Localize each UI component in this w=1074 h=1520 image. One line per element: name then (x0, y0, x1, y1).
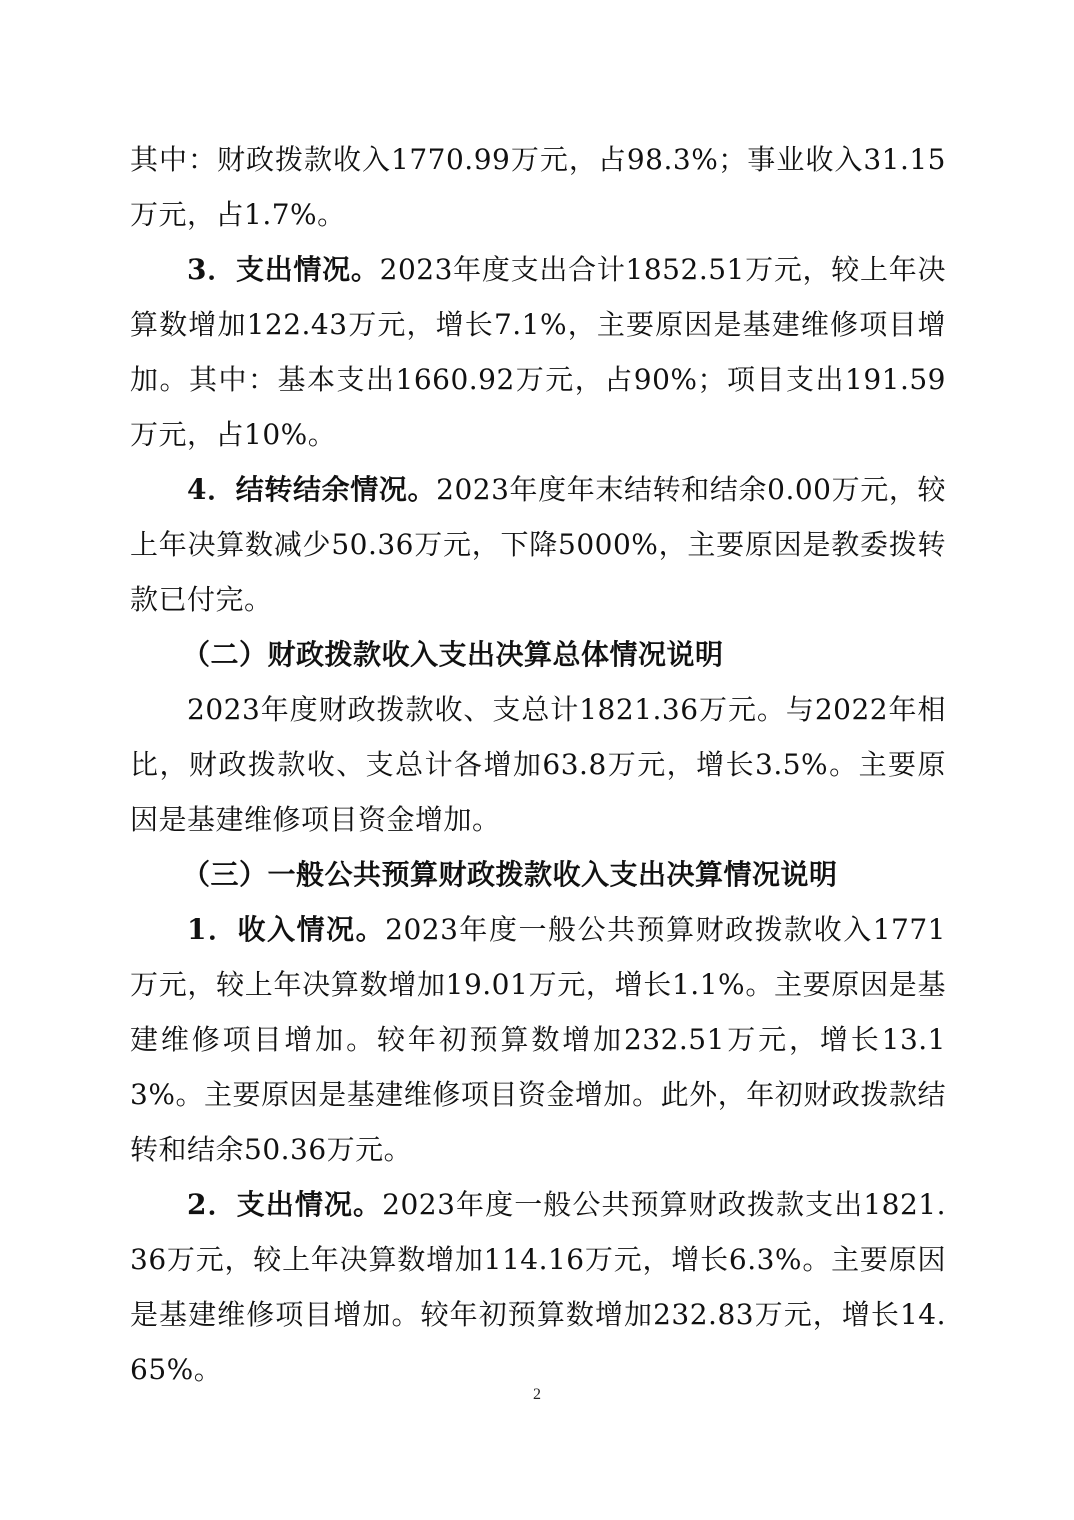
public-budget-income-text: 2023年度一般公共预算财政拨款收入1771万元，较上年决算数增加19.01万元，增长1.1%。主要原因是基建维修项目增加。较年初预算数增加232.51万元，增长13.13%。主要原因是基建维修项目资金增加。此外，年初财政拨款结转和结余50.36万元。 (130, 913, 946, 1166)
section-heading-3: （三）一般公共预算财政拨款收入支出决算情况说明 (182, 858, 838, 891)
fiscal-overall-paragraph: 2023年度财政拨款收、支总计1821.36万元。与2022年相比，财政拨款收、支总计各增加63.8万元，增长3.5%。主要原因是基建维修项目资金增加。 (130, 693, 946, 836)
section-heading-2: （二）财政拨款收入支出决算总体情况说明 (182, 638, 724, 671)
public-budget-income-lead: 1．收入情况。 (187, 913, 386, 946)
carryover-text: 2023年度年末结转和结余0.00万元，较上年决算数减少50.36万元，下降5000%，主要原因是教委拨转款已付完。 (130, 473, 946, 616)
public-budget-expenditure-paragraph (130, 1177, 946, 1397)
page-number: 2 (533, 1386, 541, 1403)
public-budget-income-paragraph (130, 902, 946, 1177)
expenditure-text: 2023年度支出合计1852.51万元，较上年决算数增加122.43万元，增长7.1%，主要原因是基建维修项目增加。其中：基本支出1660.92万元，占90%；项目支出191.59万元，占10%。 (130, 253, 946, 451)
carryover-paragraph (130, 462, 946, 627)
public-budget-expenditure-text: 2023年度一般公共预算财政拨款支出1821.36万元，较上年决算数增加114.16万元，增长6.3%。主要原因是基建维修项目增加。较年初预算数增加232.83万元，增长14.65%。 (130, 1188, 947, 1386)
public-budget-expenditure-lead: 2．支出情况。 (187, 1188, 383, 1221)
expenditure-lead: 3．支出情况。 (187, 253, 380, 286)
carryover-lead: 4．结转结余情况。 (187, 473, 437, 506)
income-detail-paragraph: 其中：财政拨款收入1770.99万元，占98.3%；事业收入31.15万元，占1.7%。 (130, 143, 946, 231)
document-body (130, 132, 946, 1397)
expenditure-paragraph (130, 242, 946, 462)
